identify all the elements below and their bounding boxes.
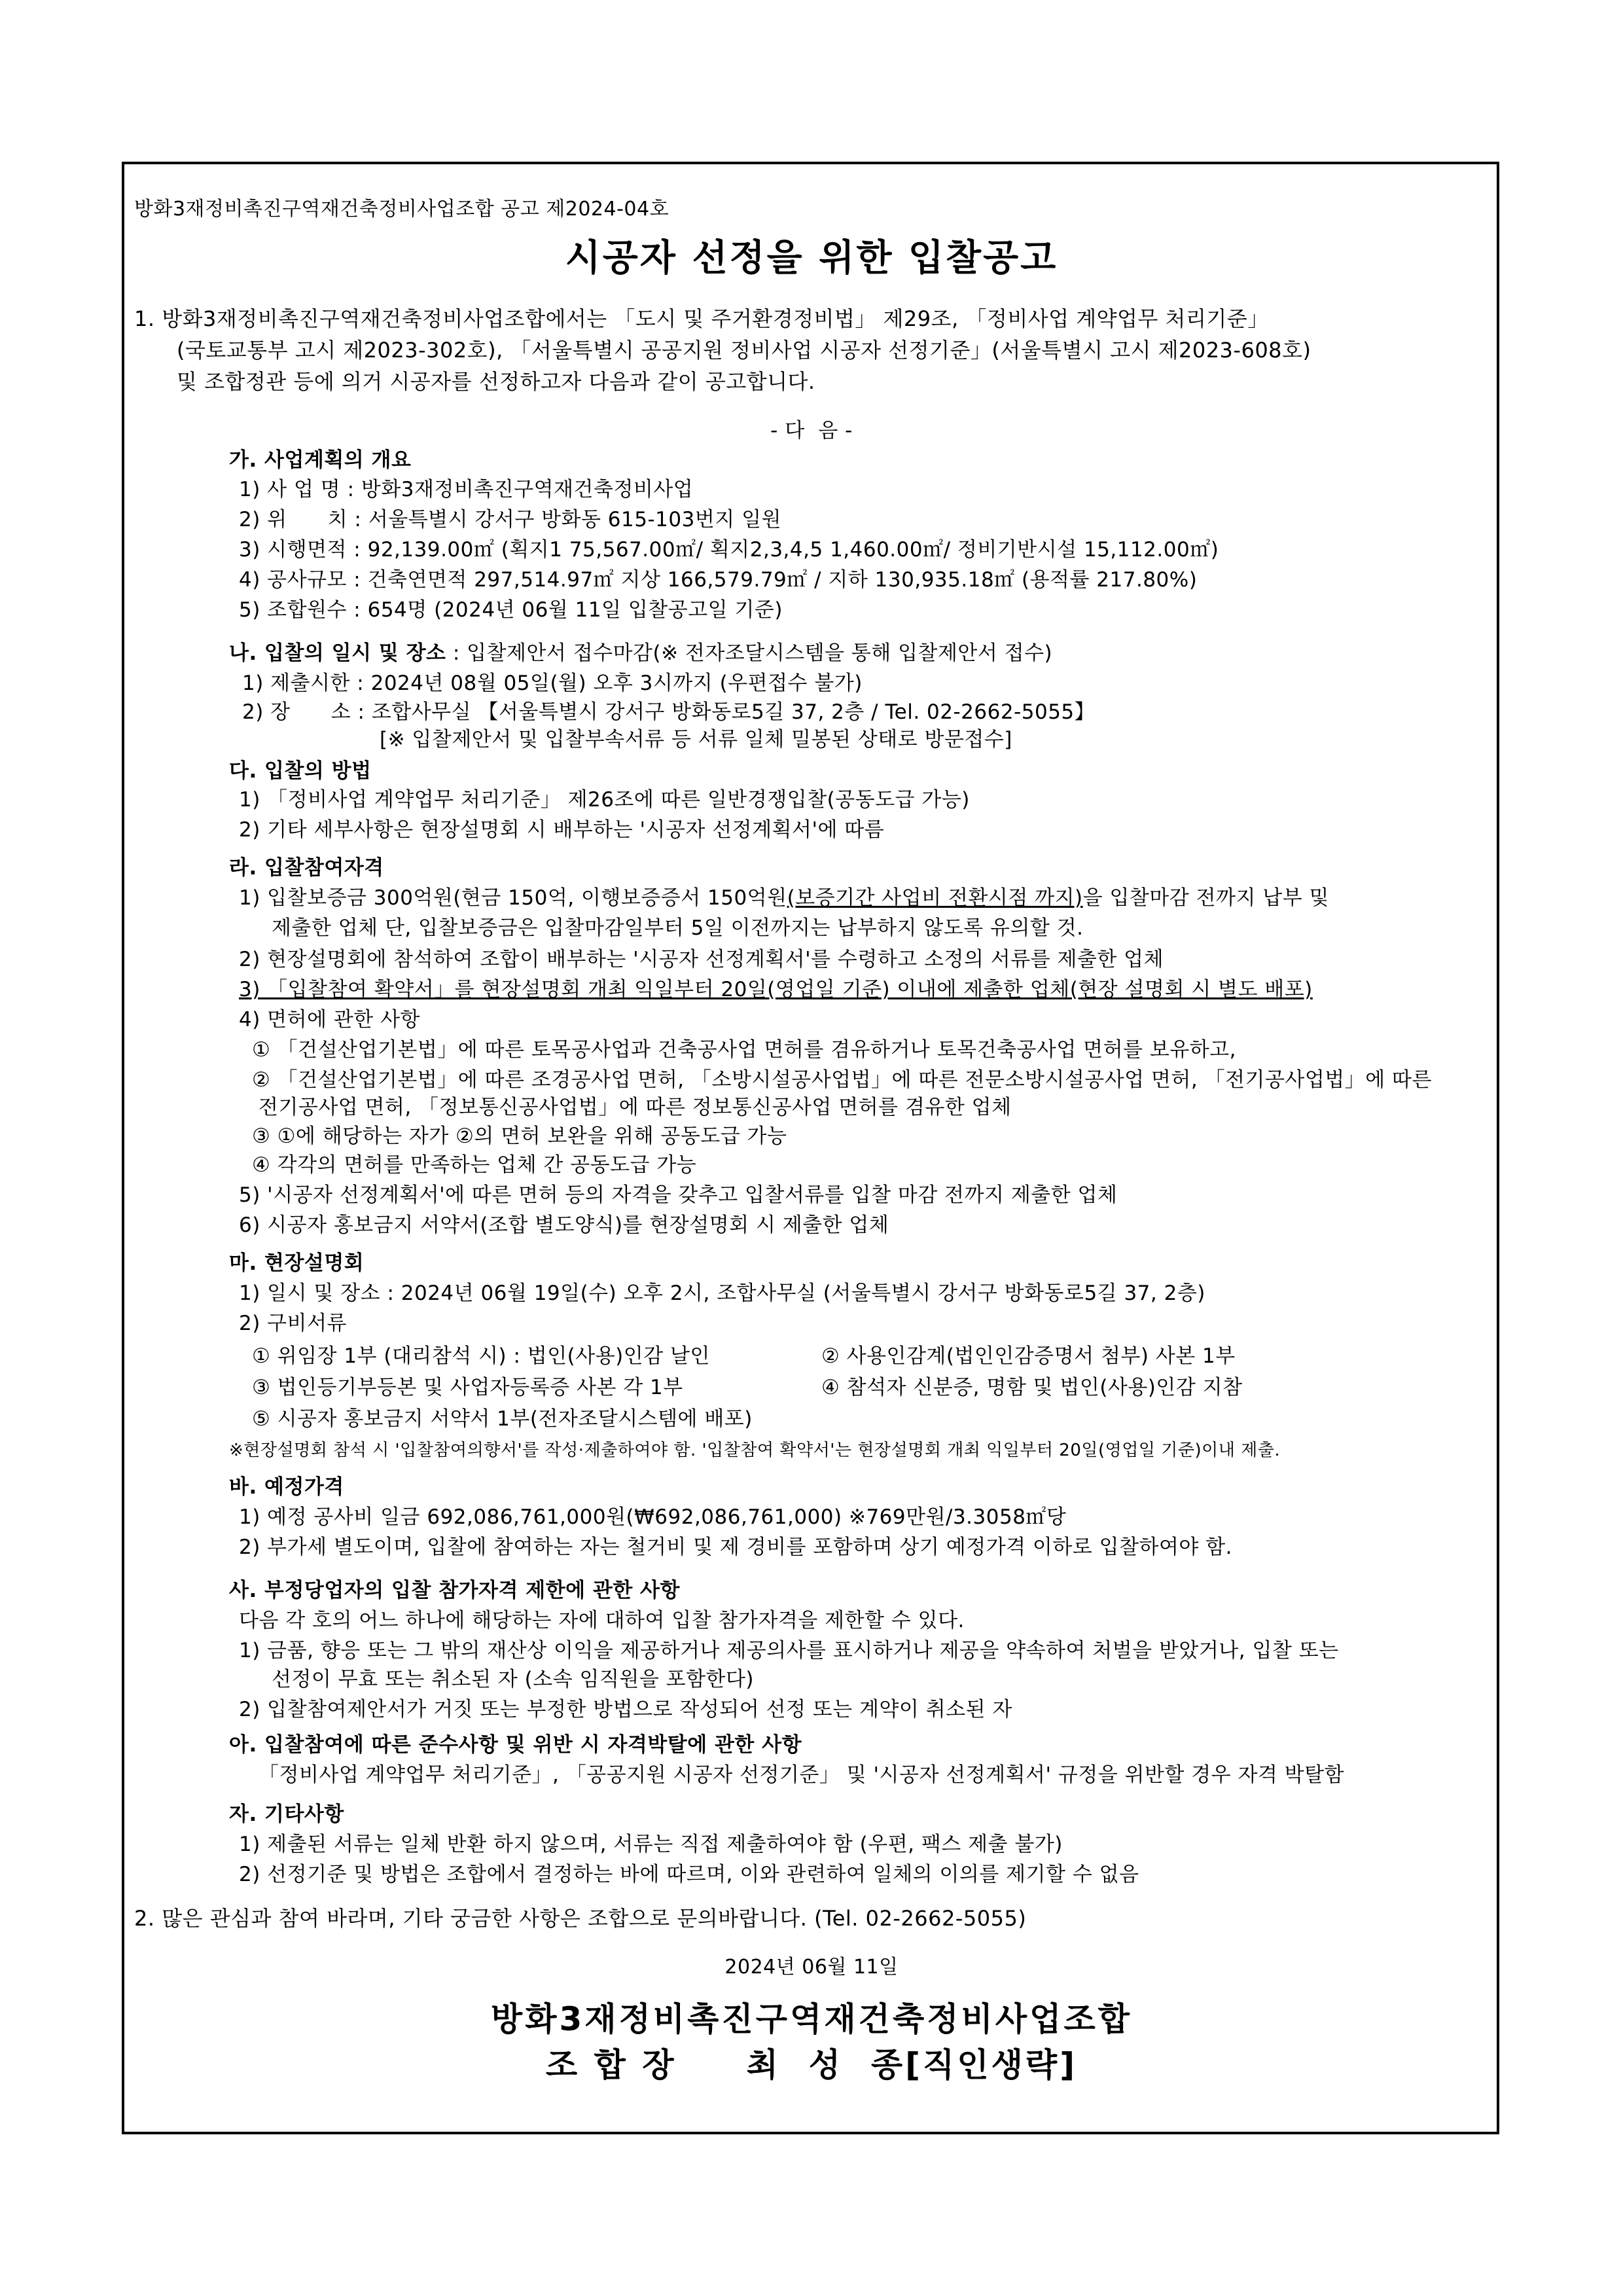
list-item: ③ 법인등기부등본 및 사업자등록증 사본 각 1부 <box>252 1376 683 1399</box>
daeum-heading: - 다 음 - <box>770 419 853 442</box>
list-item: 2) 구비서류 <box>239 1312 347 1335</box>
notice-note: ※현장설명회 참석 시 '입찰참여의향서'를 작성·제출하여야 함. '입찰참여 확약서'는 현장설명회 개최 익일부터 20일(영업일 기준)이내 제출. <box>229 1441 1281 1460</box>
intro-line-3: 및 조합정관 등에 의거 시공자를 선정하고자 다음과 같이 공고합니다. <box>177 369 815 394</box>
notice-date: 2024년 06월 11일 <box>724 1956 899 1979</box>
list-item: ⑤ 시공자 홍보금지 서약서 1부(전자조달시스템에 배포) <box>252 1407 753 1431</box>
list-item: 1) 입찰보증금 300억원(현금 150억, 이행보증증서 150억원(보증기간 사업비 전환시점 까지)을 입찰마감 전까지 납부 및 <box>239 886 1329 910</box>
list-item: 6) 시공자 홍보금지 서약서(조합 별도양식)를 현장설명회 시 제출한 업체 <box>239 1213 889 1237</box>
section-da-title: 다. 입찰의 방법 <box>229 759 372 783</box>
list-item: 5) '시공자 선정계획서'에 따른 면허 등의 자격을 갖추고 입찰서류를 입찰 마감 전까지 제출한 업체 <box>239 1183 1118 1207</box>
section-ba-title: 바. 예정가격 <box>229 1475 344 1499</box>
list-item: 2) 입찰참여제안서가 거짓 또는 부정한 방법으로 작성되어 선정 또는 계약이 취소된 자 <box>239 1698 1012 1721</box>
list-item: 1) 제출된 서류는 일체 반환 하지 않으며, 서류는 직접 제출하여야 함 (우편, 팩스 제출 불가) <box>239 1833 1063 1856</box>
list-item: ① 위임장 1부 (대리참석 시) : 법인(사용)인감 날인 <box>252 1344 710 1368</box>
list-item: ④ 각각의 면허를 만족하는 업체 간 공동도급 가능 <box>252 1153 697 1177</box>
list-item: 1) 제출시한 : 2024년 08월 05일(월) 오후 3시까지 (우편접수 불가) <box>242 672 863 695</box>
list-item: 2) 선정기준 및 방법은 조합에서 결정하는 바에 따르며, 이와 관련하여 일체의 이의를 제기할 수 없음 <box>239 1863 1139 1886</box>
section-sa-title: 사. 부정당업자의 입찰 참가자격 제한에 관한 사항 <box>229 1579 680 1602</box>
list-item: ② 「건설산업기본법」에 따른 조경공사업 면허, 「소방시설공사업법」에 따른 전문소방시설공사업 면허, 「전기공사업법」에 따른 <box>252 1068 1432 1092</box>
list-item: 1) 일시 및 장소 : 2024년 06월 19일(수) 오후 2시, 조합사무실 (서울특별시 강서구 방화동로5길 37, 2층) <box>239 1282 1205 1305</box>
list-item: 1) 금품, 향응 또는 그 밖의 재산상 이익을 제공하거나 제공의사를 표시하거나 제공을 약속하여 처벌을 받았거나, 입찰 또는 <box>239 1639 1339 1662</box>
list-item: 선정이 무효 또는 취소된 자 (소속 임직원을 포함한다) <box>272 1668 755 1691</box>
list-item: 2) 위 치 : 서울특별시 강서구 방화동 615-103번지 일원 <box>239 508 781 531</box>
list-item: 5) 조합원수 : 654명 (2024년 06월 11일 입찰공고일 기준) <box>239 598 783 622</box>
list-item: 1) 예정 공사비 일금 692,086,761,000원(₩692,086,761,000) ※769만원/3.3058㎡당 <box>239 1505 1067 1529</box>
section-ra-title: 라. 입찰참여자격 <box>229 856 384 880</box>
list-item: 다음 각 호의 어느 하나에 해당하는 자에 대하여 입찰 참가자격을 제한할 수 있다. <box>239 1609 965 1632</box>
closing-line: 2. 많은 관심과 참여 바라며, 기타 궁금한 사항은 조합으로 문의바랍니다. (Tel. 02-2662-5055) <box>134 1906 1027 1931</box>
section-ma-title: 마. 현장설명회 <box>229 1251 365 1275</box>
list-item: 4) 공사규모 : 건축연면적 297,514.97㎡ 지상 166,579.79㎡ / 지하 130,935.18㎡ (용적률 217.80%) <box>239 568 1198 592</box>
list-item: 1) 「정비사업 계약업무 처리기준」 제26조에 따른 일반경쟁입찰(공동도급 가능) <box>239 788 970 812</box>
signature-org: 방화3재정비촉진구역재건축정비사업조합 <box>490 2000 1133 2038</box>
list-item: 전기공사업 면허, 「정보통신공사업법」에 따른 정보통신공사업 면허를 겸유한 업체 <box>259 1096 1012 1119</box>
section-a-title: 아. 입찰참여에 따른 준수사항 및 위반 시 자격박탈에 관한 사항 <box>229 1733 802 1757</box>
list-item: ④ 참석자 신분증, 명함 및 법인(사용)인감 지참 <box>821 1376 1243 1399</box>
list-item: 2) 장 소 : 조합사무실 【서울특별시 강서구 방화동로5길 37, 2층 / Tel. 02-2662-5055】 <box>242 700 1096 724</box>
page-title: 시공자 선정을 위한 입찰공고 <box>565 237 1058 279</box>
notice-reference: 방화3재정비촉진구역재건축정비사업조합 공고 제2024-04호 <box>134 198 669 221</box>
list-item: ③ ①에 해당하는 자가 ②의 면허 보완을 위해 공동도급 가능 <box>252 1124 787 1148</box>
list-item: ① 「건설산업기본법」에 따른 토목공사업과 건축공사업 면허를 겸유하거나 토목건축공사업 면허를 보유하고, <box>252 1038 1237 1062</box>
list-item: 4) 면허에 관한 사항 <box>239 1008 421 1031</box>
list-item: 1) 사 업 명 : 방화3재정비촉진구역재건축정비사업 <box>239 478 694 501</box>
section-na-title: 나. 입찰의 일시 및 장소 : 입찰제안서 접수마감(※ 전자조달시스템을 통해 입찰제안서 접수) <box>229 641 1053 665</box>
list-item: 「정비사업 계약업무 처리기준」, 「공공지원 시공자 선정기준」 및 '시공자 선정계획서' 규정을 위반할 경우 자격 박탈함 <box>259 1763 1345 1787</box>
section-ga-title: 가. 사업계획의 개요 <box>229 448 412 472</box>
list-item: 2) 현장설명회에 참석하여 조합이 배부하는 '시공자 선정계획서'를 수령하고 소정의 서류를 제출한 업체 <box>239 948 1164 971</box>
intro-line-1: 1. 방화3재정비촉진구역재건축정비사업조합에서는 「도시 및 주거환경정비법」 제29조, 「정비사업 계약업무 처리기준」 <box>134 306 1269 331</box>
list-item: 2) 부가세 별도이며, 입찰에 참여하는 자는 철거비 및 제 경비를 포함하며 상기 예정가격 이하로 입찰하여야 함. <box>239 1535 1233 1559</box>
list-item: ② 사용인감계(법인인감증명서 첨부) 사본 1부 <box>821 1344 1236 1368</box>
signature-person: 조 합 장 최 성 종[직인생략] <box>545 2046 1078 2084</box>
list-item: 제출한 업체 단, 입찰보증금은 입찰마감일부터 5일 이전까지는 납부하지 않도록 유의할 것. <box>272 916 1084 940</box>
list-item: 3) 「입찰참여 확약서」를 현장설명회 개최 익일부터 20일(영업일 기준) 이내에 제출한 업체(현장 설명회 시 별도 배포) <box>239 978 1313 1001</box>
intro-line-2: (국토교통부 고시 제2023-302호), 「서울특별시 공공지원 정비사업 시공자 선정기준」(서울특별시 고시 제2023-608호) <box>177 338 1311 363</box>
list-item: 3) 시행면적 : 92,139.00㎡ (획지1 75,567.00㎡/ 획지2,3,4,5 1,460.00㎡/ 정비기반시설 15,112.00㎡) <box>239 538 1219 562</box>
list-item: [※ 입찰제안서 및 입찰부속서류 등 서류 일체 밀봉된 상태로 방문접수] <box>380 728 1012 751</box>
section-ja-title: 자. 기타사항 <box>229 1803 344 1826</box>
list-item: 2) 기타 세부사항은 현장설명회 시 배부하는 '시공자 선정계획서'에 따름 <box>239 818 885 842</box>
